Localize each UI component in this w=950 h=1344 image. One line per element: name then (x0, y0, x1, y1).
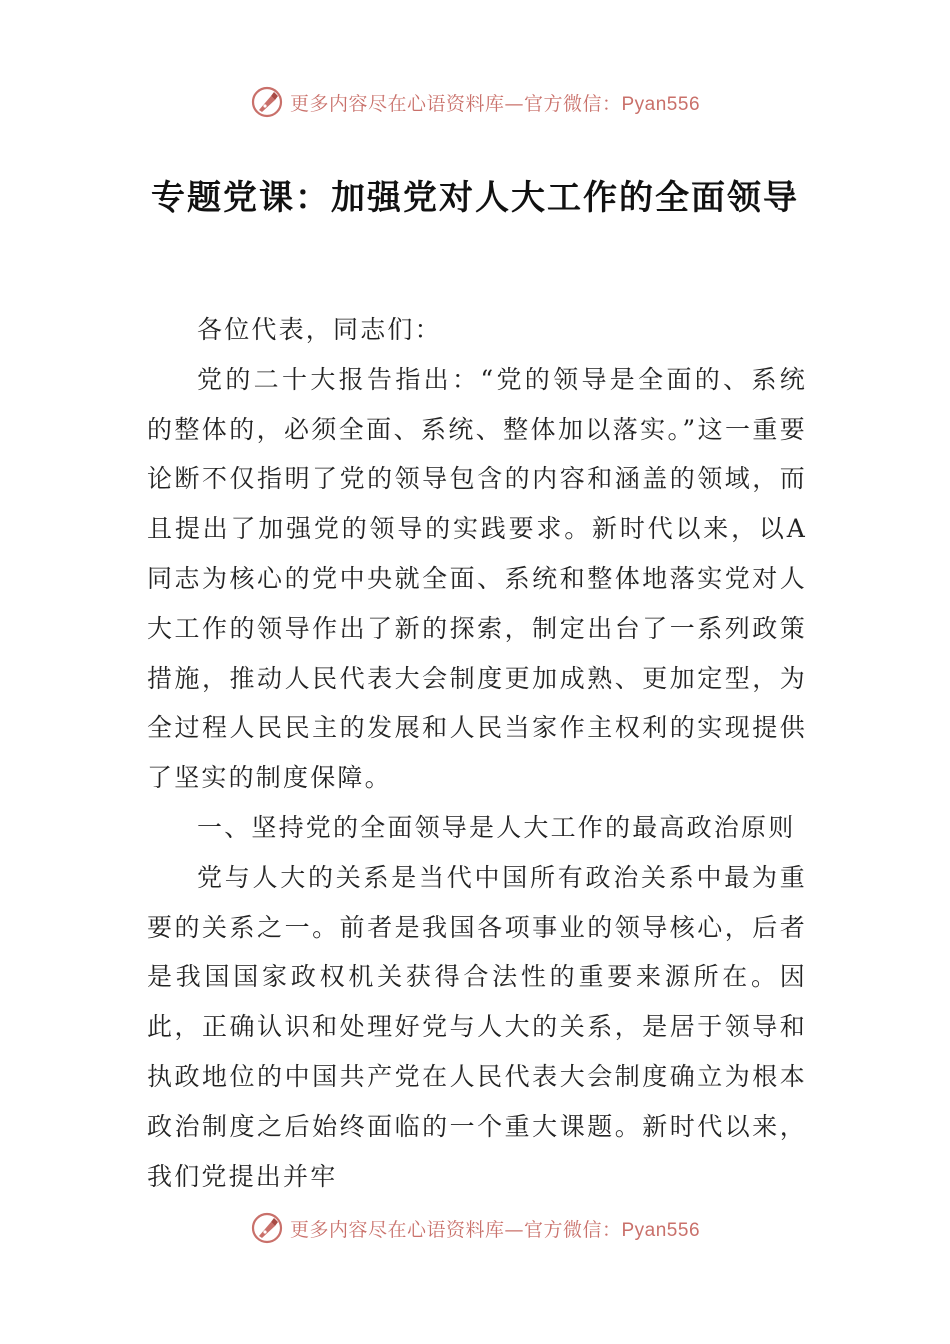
watermark-text (290, 1215, 700, 1242)
watermark-text-cn: 更多内容尽在心语资料库—官方微信： (289, 1218, 622, 1241)
body-paragraph: 党的二十大报告指出：“党的领导是全面的、系统的整体的，必须全面、系统、整体加以落实。”这一重要论断不仅指明了党的领导包含的内容和涵盖的领域，而且提出了加强党的领导的实践要求。新时代以来，以A同志为核心的党中央就全面、系统和整体地落实党对人大工作的领导作出了新的探索，制定出台了一系列政策措施，推动人民代表大会制度更加成熟、更加定型，为全过程人民民主的发展和人民当家作主权利的实现提供了坚实的制度保障。 (147, 364, 807, 793)
footer-watermark (0, 1208, 950, 1248)
watermark-text-cn: 更多内容尽在心语资料库—官方微信： (289, 92, 622, 115)
salutation-paragraph: 各位代表，同志们： (197, 315, 442, 344)
section-heading: 一、坚持党的全面领导是人大工作的最高政治原则 (197, 812, 796, 842)
pen-nib-logo-icon (250, 85, 284, 119)
document-title: 专题党课：加强党对人大工作的全面领导 (151, 178, 799, 218)
header-watermark (0, 82, 950, 122)
document-body (147, 305, 807, 1201)
body-paragraph: 党与人大的关系是当代中国所有政治关系中最为重要的关系之一。前者是我国各项事业的领导核心，后者是我国国家政权机关获得合法性的重要来源所在。因此，正确认识和处理好党与人大的关系，是居于领导和执政地位的中国共产党在人民代表大会制度确立为根本政治制度之后始终面临的一个重大课题。新时代以来，我们党提出并牢 (147, 862, 807, 1191)
watermark-wechat-id: Pyan556 (621, 1219, 701, 1241)
watermark-text (290, 89, 700, 116)
pen-nib-logo-icon (250, 1211, 284, 1245)
watermark-wechat-id: Pyan556 (621, 93, 701, 115)
